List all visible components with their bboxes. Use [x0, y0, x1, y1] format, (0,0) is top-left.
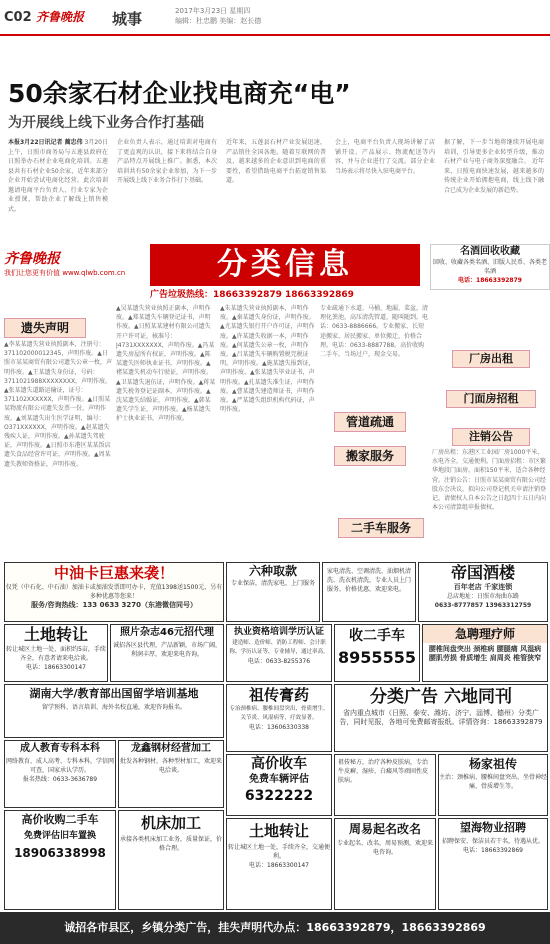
ad-skin	[334, 754, 436, 816]
ad-training-text: 建造师、造价师、消防工程师、会计职称、学历认证等，专业辅导，通过率高。	[229, 640, 329, 655]
classified-brand: 齐鲁晚报	[4, 251, 60, 267]
ad-machine	[118, 810, 224, 910]
recycle-title: 名酒回收收藏	[460, 246, 520, 257]
ad-edu-title: 成人教育专科本科	[20, 743, 100, 754]
ad-oilcard-text: 仅凭（中石化、中石油）加油卡或加油发票即可办卡，充值1398送1500元，另有多种优惠等您来！	[5, 584, 223, 600]
ad-buycar-title: 高价收购二手车	[21, 813, 99, 826]
classified-hotline: 广告垃圾热线：18663392879 18663392869	[150, 290, 354, 300]
ad-zuchuan	[226, 684, 332, 752]
ad-usedcar	[334, 624, 420, 682]
classified-title: 分类信息	[150, 244, 420, 286]
ad-buycar-phone: 18906338998	[14, 846, 106, 860]
notice-col-1: ▲李某某遗失营业执照副本，注册号：371102000012345，声明作废。▲日照市某某商贸有限公司遗失公章一枚，声明作废。▲王某遗失身份证，号码：3711021988XXXXXXXX，声明作废。▲张某遗失道路运输证，证号：371102XXXXXX，声明作废。▲日照某某物流有限公司遗失发票一份，声明作废。▲刘某遗失出生医学证明，编号：O371XXXXXX，声明作废。▲赵某遗失残疾人证，声明作废。▲孙某遗失驾驶证，声明作废。▲日照市东港区某某饭店遗失食品经营许可证，声明作废。▲周某遗失教师资格证，声明作废。	[4, 341, 112, 468]
ad-photo	[110, 624, 224, 682]
ad-zuchuan-title: 祖传膏药	[248, 686, 309, 704]
ad-land-phone: 电话：18663300147	[26, 664, 86, 671]
ad-training	[226, 624, 332, 682]
ad-photo-text: 诚招各区县代理，产品新颖，市场广阔，利润丰厚，欢迎来电咨询。	[112, 642, 221, 658]
ad-naming	[334, 818, 436, 910]
date-text: 2017年3月23日 星期四	[175, 7, 251, 15]
article-paragraph: 据了解，下一步当地将继续开展电商培训，引导更多企业转型升级，推动石材产业与电子商务深度融合。	[444, 139, 544, 165]
article-paragraph: 3月20日上午，日照市商务局与五莲县政府在日照举办石材企业电商化培训。五莲县共有石材企业50余家，近年来部分企业开始尝试电商化经营。此次培训邀请电商平台负责人、行业专家为企业授课，帮助企业了解线上销售模式。	[8, 139, 108, 213]
editors-text: 编辑：杜忠鹏 美编：赵长德	[175, 17, 262, 25]
ad-wanghai	[438, 818, 548, 910]
ad-naming-text: 专业起名、改名，周易预测，欢迎来电咨询。	[336, 840, 433, 856]
ad-photo-title: 照片杂志46元招代理	[120, 627, 214, 638]
ad-edu-text: 网络教育、成人高考、专科本科，学信网可查，国家承认学历。	[5, 758, 114, 774]
byline: 本报3月22日讯记者 蔺忠伟	[8, 139, 83, 146]
ad-restaurant-phone: 0633-8777857 13963312759	[434, 602, 532, 609]
notice-col-3: ▲朱某遗失营业执照副本，声明作废。▲秦某遗失身份证，声明作废。▲尤某遗失银行开户许可证，声明作废。▲许某遗失收据一本，声明作废。▲何某遗失公章一枚，声明作废。▲吕某遗失车辆购置税完税证明，声明作废。▲施某遗失报到证，声明作废。▲张某遗失毕业证书，声明作废。▲孔某遗失准生证，声明作废。▲曹某遗失建造师证书，声明作废。▲严某遗失组织机构代码证，声明作废。	[220, 305, 315, 414]
page-header	[0, 0, 550, 36]
recycle-phone: 电话：18663392879	[458, 277, 522, 284]
tag-usedcar: 二手车服务	[338, 518, 424, 538]
ad-hunan-text: 留学预科、语言培训、海外名校直通，欢迎咨询报名。	[41, 704, 186, 711]
ad-liuhe	[226, 562, 320, 622]
ad-yangjia	[438, 754, 548, 816]
ad-land2-text: 转让城区土地一处，手续齐全，交通便利。	[227, 844, 330, 860]
tag-cancel: 注销公告	[452, 428, 530, 446]
article-paragraph: 近年来，五莲县石材产业发展迅速，产品销往全国各地。随着互联网的普及，越来越多的企业意识到电商的重要性，希望借助电商平台拓宽销售渠道。	[226, 139, 326, 184]
article-paragraph: 会上，电商平台负责人现场讲解了店铺开设、产品展示、物流配送等内容，并与企业进行了交流。部分企业当场表示将尽快入驻电商平台。	[335, 139, 435, 175]
ad-carbuy-title: 高价收车	[251, 756, 307, 772]
ad-wanghai-text: 招聘保安、保洁员若干名，待遇从优。	[441, 838, 544, 845]
ad-physio-title: 急聘理疗师	[423, 625, 547, 643]
ad-zuchuan-phone: 电话：13606330338	[249, 724, 309, 731]
dateline	[175, 6, 295, 26]
ad-land-text: 转让城区土地一处，面积约5亩，手续齐全，有意者请来电洽谈。	[6, 646, 106, 662]
ad-land-title: 土地转让	[23, 625, 88, 644]
tag-lost: 遗失声明	[4, 318, 86, 338]
ad-six-title: 分类广告 六地同刊	[370, 687, 512, 707]
tag-factory: 厂房出租	[452, 350, 530, 368]
article-col-4	[335, 138, 435, 236]
article-col-3	[226, 138, 326, 236]
ad-carbuy-sub: 免费车辆评估	[249, 774, 309, 785]
tag-pipe: 管道疏通	[334, 412, 406, 432]
ad-restaurant-sub: 百年老店 千家连锁	[453, 583, 513, 591]
ad-yangjia-text: 主治：颈椎病、腰椎间盘突出、坐骨神经痛、骨质增生等。	[439, 774, 548, 790]
recycle-text: 回收、收藏各类名酒、旧版人民币、各类老名酒	[432, 259, 547, 275]
notice-col-5: 厂房出租：东港区工业园厂房1000平米，水电齐全，交通便利。门面房招租：市区繁华地段门面房，面积150平米，适合各种经营。注销公告：日照市某某商贸有限公司经股东会决议，拟向公司登记机关申请注销登记，请债权人自本公告之日起四十五日内向本公司清算组申报债权。	[432, 449, 546, 512]
article-col-2	[117, 138, 217, 236]
subhead: 为开展线上线下业务合作打基础	[8, 115, 204, 131]
ad-wanghai-phone: 电话：18663392869	[463, 847, 523, 854]
ad-hunan-title: 湖南大学/教育部出国留学培训基地	[29, 687, 199, 700]
ad-six-cities	[334, 684, 548, 752]
ad-skin-text: 祖传秘方，治疗各种皮肤病，专治牛皮癣、湿疹、白癜风等顽固性皮肤病。	[338, 759, 429, 784]
ad-clean	[322, 562, 416, 622]
ad-edu	[4, 740, 116, 808]
ad-yangjia-title: 杨家祖传	[468, 757, 517, 771]
ad-land-transfer	[4, 624, 108, 682]
ad-oilcard-phone: 服务/咨询热线：133 0633 3270（东港微信同号）	[30, 601, 197, 609]
article-col-1	[8, 138, 108, 236]
ad-usedcar-phone: 8955555	[338, 648, 416, 667]
ad-steel	[118, 740, 224, 808]
ad-oilcard-title: 中油卡巨惠来袭！	[53, 564, 174, 582]
ad-naming-title: 周易起名改名	[348, 822, 421, 836]
ad-restaurant-title: 帝国酒楼	[450, 563, 515, 582]
article-paragraph: 企业负责人表示，通过培训对电商有了更直观的认识，接下来将结合自身产品特点开展线上推广。据悉，本次培训共有50余家企业参加，为下一步开展线上线下业务合作打下基础。	[117, 139, 217, 184]
ad-physio-items: 腰椎间盘突出 颈椎病 腰腿痛 风湿病 腰肌劳损 骨质增生 肩周炎 椎管狭窄	[428, 645, 542, 662]
ad-restaurant-text: 总店地址：日照市海曲东路	[446, 593, 519, 600]
ad-restaurant	[418, 562, 548, 622]
ad-physio	[422, 624, 548, 682]
ad-clean-text: 家电清洗、空调清洗、油烟机清洗、洗衣机清洗，专业人员上门服务，价格优惠，欢迎来电。	[327, 568, 412, 593]
classified-slogan: 我们让您更有价值 www.qlwb.com.cn	[4, 269, 126, 277]
ad-usedcar-title: 收二手车	[349, 628, 405, 644]
ad-oilcard	[4, 562, 224, 622]
ad-liuhe-text: 专业保洁，清洗家电，上门服务	[230, 580, 315, 587]
article-col-5	[444, 138, 544, 236]
section-title: 城事	[112, 10, 143, 28]
ad-land2-phone: 电话：18663300147	[249, 862, 309, 869]
recycle-box	[430, 244, 550, 290]
article-paragraph: 近年来，日照电商快速发展，越来越多的传统企业开始拥抱电商，线上线下融合已成为企业发展的新趋势。	[444, 158, 544, 194]
headline: 50余家石材企业找电商充“电”	[8, 79, 351, 108]
footer-banner: 诚招各市县区，乡镇分类广告，挂失声明代办点：18663392879，18663392869	[0, 912, 550, 944]
ad-wanghai-title: 望海物业招聘	[460, 821, 526, 834]
ad-zuchuan-text: 专治颈椎病、腰椎间盘突出、骨质增生、关节炎、风湿病等，疗效显著。	[229, 706, 329, 721]
ad-buycar	[4, 810, 116, 910]
tag-moving: 搬家服务	[334, 446, 406, 466]
notice-col-4: 专业疏通下水道、马桶、地漏、菜盆，清理化粪池，高压清洗管道，随叫随到。电话：0633-8886666。专业搬家、长短途搬家、居民搬家、单位搬迁，价格合理。电话：0633-8887788。高价收购二手车，当场过户，现金交易。	[320, 305, 428, 359]
ad-carbuy	[226, 754, 332, 816]
tag-shop: 门面房招租	[446, 390, 536, 408]
ad-machine-text: 承接各类机床加工业务，质量保证，价格合理。	[119, 836, 222, 852]
ad-carbuy-phone: 6322222	[244, 788, 314, 804]
ad-machine-title: 机床加工	[140, 814, 201, 832]
ad-land2	[226, 818, 332, 910]
ad-land2-title: 土地转让	[248, 822, 309, 840]
ad-liuhe-title: 六种取款	[248, 564, 297, 578]
ad-training-title: 执业资格培训学历认证	[233, 627, 324, 637]
ad-steel-title: 龙鑫钢材经营加工	[131, 743, 211, 754]
ad-edu-phone: 报名热线：0633-3636789	[22, 776, 98, 783]
ad-hunan	[4, 684, 224, 738]
page-code: C02	[4, 10, 32, 25]
ad-training-phone: 电话：0633-8255376	[247, 658, 311, 665]
ad-six-text: 省内重点城市（日照、泰安、潍坊、济宁、淄博、德州）分类广告，同时见报，各地可免费邮寄报纸。详情咨询：18663392879	[339, 709, 543, 726]
ad-steel-text: 批发各种钢材，各种型材加工，欢迎来电洽谈。	[119, 758, 222, 774]
paper-logo: 齐鲁晚报	[36, 10, 85, 24]
notice-col-2: ▲吴某遗失营业执照正副本，声明作废。▲郑某遗失车辆登记证书，声明作废。▲日照某某建材有限公司遗失开户许可证，核准号：J4731XXXXXXX，声明作废。▲冯某遗失房屋所有权证，声明作废。▲陈某遗失医师执业证书，声明作废。▲褚某遗失机动车行驶证，声明作废。▲卫某遗失退伍证，声明作废。▲蒋某遗失税务登记证副本，声明作废。▲沈某遗失结婚证，声明作废。▲韩某遗失学生证，声明作废。▲杨某遗失护士执业证书，声明作废。	[116, 305, 216, 423]
ad-buycar-sub: 免费评估旧车置换	[23, 831, 96, 841]
